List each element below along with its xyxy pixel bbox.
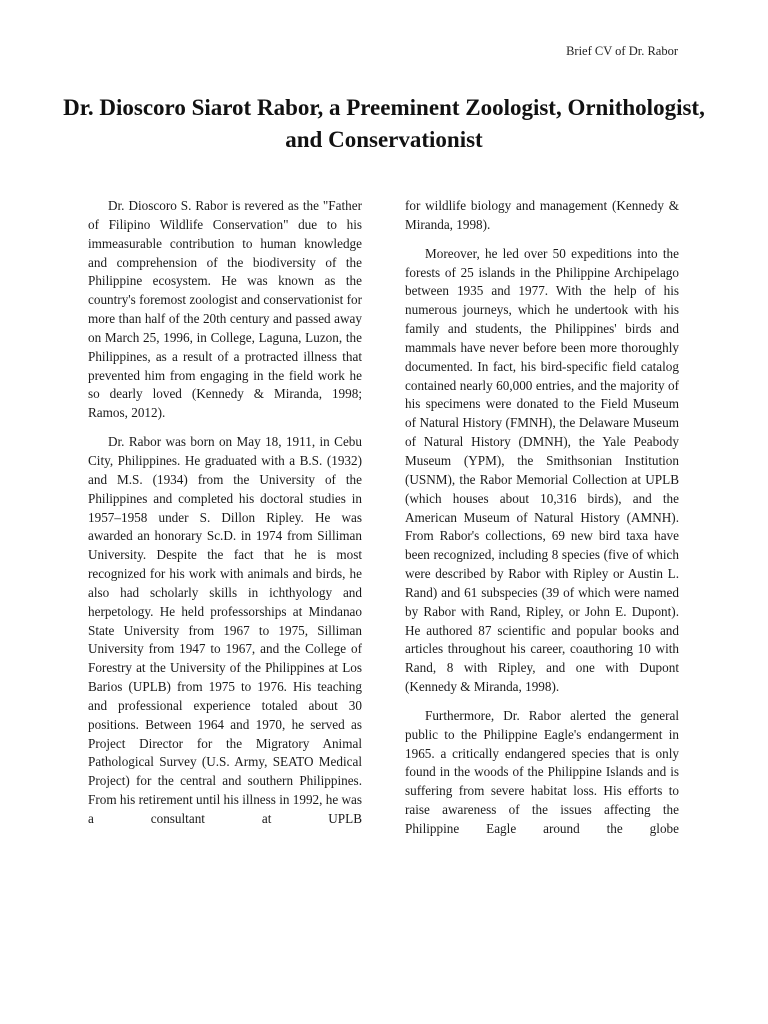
left-column [88, 197, 362, 849]
document-title: Dr. Dioscoro Siarot Rabor, a Preeminent Zoologist, Ornithologist, and Conservationist [63, 95, 705, 152]
paragraph-continued: for wildlife biology and management (Kennedy & Miranda, 1998). [405, 198, 679, 232]
paragraph-expeditions: Moreover, he led over 50 expeditions into the forests of 25 islands in the Philippine Archipelago between 1935 and 1977. With the help of his numerous journeys, which he undertook with his family and students, the Philippines' birds and mammals have never before been more thoroughly documented. In fact, his bird-specific field catalog contained nearly 60,000 entries, and the majority of his specimens were donated to the Field Museum of Natural History (FMNH), the Delaware Museum of Natural History (DMNH), the Yale Peabody Museum (YPM), the Smithsonian Institution (USNM), the Rabor Memorial Collection at UPLB (which houses about 10,316 birds), and the American Museum of Natural History (AMNH). From Rabor's collections, 69 new bird taxa have been recognized, including 8 species (five of which were described by Rabor with Ripley or Austin L. Rand) and 61 subspecies (39 of which were named by Rabor with Rand, Ripley, or John E. Dupont). He authored 87 scientific and popular books and articles throughout his career, coauthoring 10 with Rand, 8 with Ripley, and one with Dupont (Kennedy & Miranda, 1998). [405, 245, 679, 695]
paragraph-biography: Dr. Rabor was born on May 18, 1911, in Cebu City, Philippines. He graduated with a B.S. (1932) and M.S. (1934) from the University of the Philippines and completed his doctoral studies in 1957–1958 under S. Dillon Ripley. He was awarded an honorary Sc.D. in 1974 from Silliman University. Despite the fact that he is most recognized for his work with animals and birds, he also had scholarly skills in ichthyology and herpetology. He held professorships at Mindanao State University from 1967 to 1975, Silliman University from 1947 to 1967, and the College of Forestry at the University of the Philippines at Los Barios (UPLB) from 1975 to 1976. His teaching and professional experience totaled about 30 positions. Between 1964 and 1970, he served as Project Director for the Migratory Animal Pathological Survey (U.S. Army, SEATO Medical Project) for the central and southern Philippines. From his retirement until his illness in 1992, he was a consultant at UPLB [88, 434, 362, 826]
running-header: Brief CV of Dr. Rabor [566, 44, 678, 58]
paragraph-philippine-eagle: Furthermore, Dr. Rabor alerted the general public to the Philippine Eagle's endangerment in 1965. a critically endangered species that is only found in the woods of the Philippine Islands and is suffering from severe habitat loss. His efforts to raise awareness of the issues affecting the Philippine Eagle around the globe [405, 707, 679, 836]
paragraph-intro: Dr. Dioscoro S. Rabor is revered as the "Father of Filipino Wildlife Conservation" due to his immeasurable contribution to human knowledge and comprehension of the biodiversity of the Philippine ecosystem. He was known as the country's foremost zoologist and conservationist for more than half of the 20th century and passed away on March 25, 1996, in College, Laguna, Luzon, the Philippines, as a result of a protracted illness that prevented him from engaging in the field work he so dearly loved (Kennedy & Miranda, 1998; Ramos, 2012). [88, 198, 362, 421]
body-columns [88, 197, 679, 849]
right-column [405, 197, 679, 849]
